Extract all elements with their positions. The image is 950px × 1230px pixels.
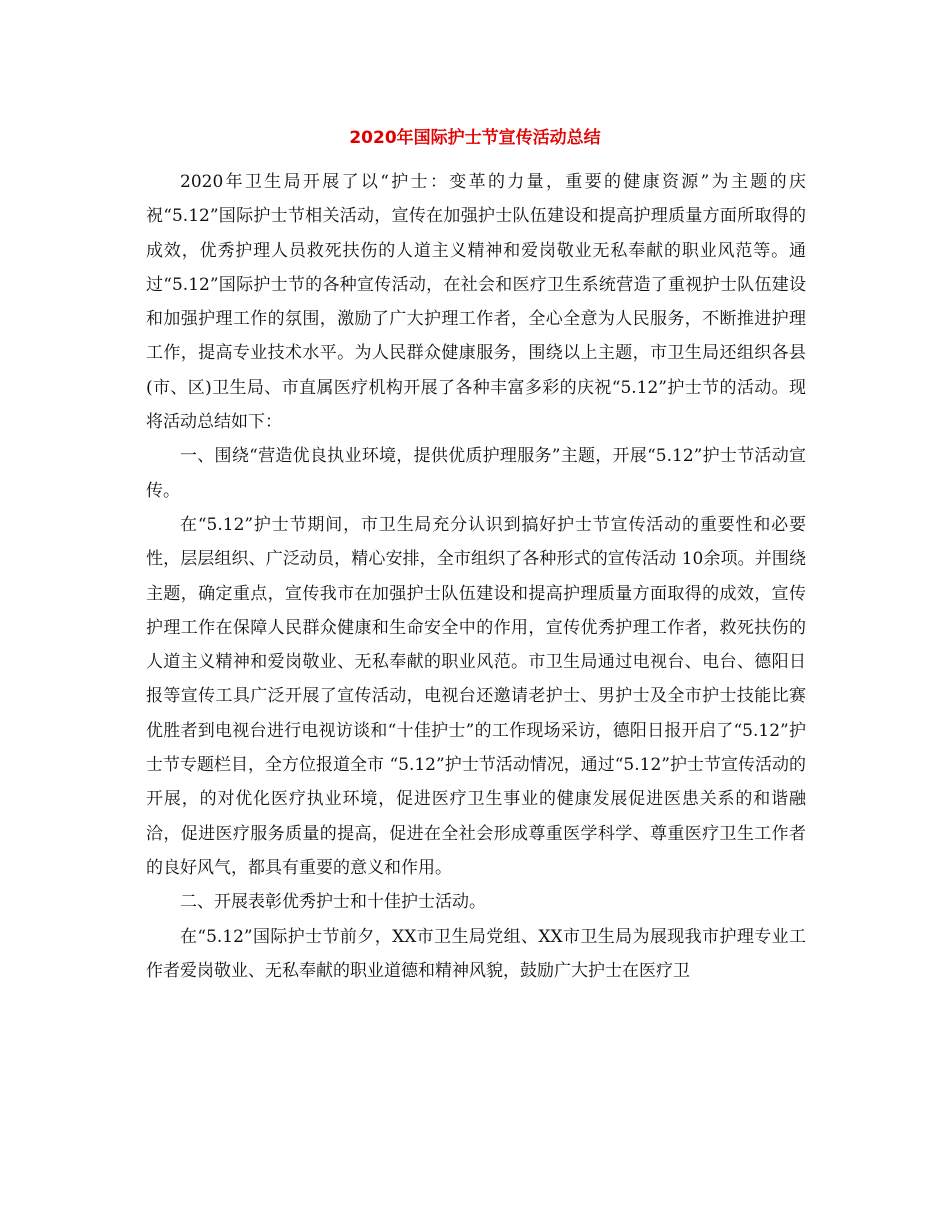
section-heading-2: 二、开展表彰优秀护士和十佳护士活动。 <box>180 892 486 913</box>
paragraph-intro: 2020年卫生局开展了以“护士：变革的力量，重要的健康资源”为主题的庆祝“5.12”国际护士节相关活动，宣传在加强护士队伍建设和提高护理质量方面所取得的成效，优秀护理人员救死扶伤的人道主义精神和爱岗敬业无私奉献的职业风范等。通过“5.12”国际护士节的各种宣传活动，在社会和医疗卫生系统营造了重视护士队伍建设和加强护理工作的氛围，激励了广大护理工作者，全心全意为人民服务，不断推进护理工作，提高专业技术水平。为人民群众健康服务，围绕以上主题，市卫生局还组织各县(市、区)卫生局、市直属医疗机构开展了各种丰富多彩的庆祝“5.12”护士节的活动。现将活动总结如下： <box>146 172 806 433</box>
document-body <box>146 165 806 988</box>
paragraph-section-1: 在“5.12”护士节期间，市卫生局充分认识到搞好护士节宣传活动的重要性和必要性，层层组织、广泛动员，精心安排，全市组织了各种形式的宣传活动 10余项。并围绕主题，确定重点，宣传我市在加强护士队伍建设和提高护理质量方面取得的成效，宣传护理工作在保障人民群众健康和生命安全中的作用，宣传优秀护理工作者，救死扶伤的人道主义精神和爱岗敬业、无私奉献的职业风范。市卫生局通过电视台、电台、德阳日报等宣传工具广泛开展了宣传活动，电视台还邀请老护士、男护士及全市护士技能比赛优胜者到电视台进行电视访谈和“十佳护士”的工作现场采访，德阳日报开启了“5.12”护士节专题栏目，全方位报道全市 “5.12”护士节活动情况，通过“5.12”护士节宣传活动的开展，的对优化医疗执业环境，促进医疗卫生事业的健康发展促进医患关系的和谐融洽，促进医疗服务质量的提高，促进在全社会形成尊重医学科学、尊重医疗卫生工作者的良好风气，都具有重要的意义和作用。 <box>146 514 806 878</box>
document-title: 2020年国际护士节宣传活动总结 <box>349 128 601 148</box>
section-heading-1: 一、围绕“营造优良执业环境，提供优质护理服务”主题，开展“5.12”护士节活动宣传。 <box>146 446 806 501</box>
paragraph-section-2: 在“5.12”国际护士节前夕，XX市卫生局党组、XX市卫生局为展现我市护理专业工作者爱岗敬业、无私奉献的职业道德和精神风貌，鼓励广大护士在医疗卫 <box>146 926 806 981</box>
